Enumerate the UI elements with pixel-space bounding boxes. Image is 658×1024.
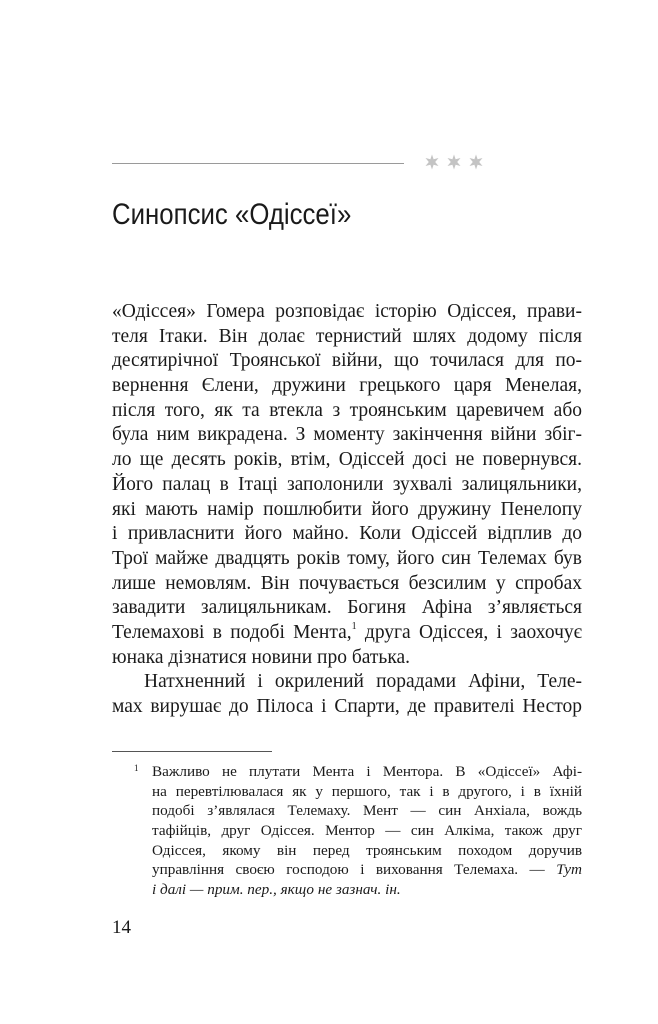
- text-line: завадити залицяльникам. Богиня Афіна з’являється: [112, 597, 582, 619]
- text-line: мах вирушає до Пілоса і Спарти, де правителі Нестор: [112, 696, 582, 717]
- footnote-body: [152, 762, 582, 900]
- text-line: юнака дізнатися новини про батька.: [112, 646, 411, 668]
- text-line: вернення Єлени, дружини грецького царя Менелая,: [112, 375, 582, 397]
- star-ornament-icon: [446, 154, 462, 170]
- footnote-line: подобі з’являлася Телемаху. Мент — син Анхіала, вождь: [152, 802, 582, 820]
- text-segment: друга Одіссея, і заохочує: [356, 621, 582, 643]
- text-line-with-footnote: [112, 621, 582, 646]
- footnote-italic: і далі — прим. пер., якщо не зазнач. ін.: [152, 881, 401, 899]
- footnote-reference: 1: [351, 621, 357, 633]
- star-ornament-group: [424, 150, 488, 174]
- footnote-line: тафійців, друг Одіссея. Ментор — син Алкіма, також друг: [152, 822, 582, 840]
- footnote-italic: Тут: [544, 861, 582, 879]
- text-line: Трої майже двадцять років тому, його син Телемах був: [112, 547, 582, 569]
- footnote-line: Одіссея, якому він перед троянським походом доручив: [152, 841, 582, 859]
- footnote-rule: [112, 751, 272, 752]
- footnote-line: Важливо не плутати Мента і Ментора. В «Одіссеї» Афі-: [152, 763, 582, 780]
- text-line: ло ще десять років, втім, Одіссей досі не повернувся.: [112, 449, 582, 471]
- text-line: була ним викрадена. З моменту закінчення війни збіг-: [112, 424, 582, 446]
- text-line: і привласнити його майно. Коли Одіссей відплив до: [112, 523, 582, 545]
- text-line: які мають намір пошлюбити його дружину Пенелопу: [112, 498, 582, 520]
- footnote-number: 1: [134, 763, 139, 773]
- text-line: Натхненний і окрилений порадами Афіни, Теле-: [144, 671, 582, 693]
- footnote-line: на перевтілювалася як у першого, так і в другого, і в їхній: [152, 782, 582, 800]
- text-line: «Одіссея» Гомера розповідає історію Одіссея, прави-: [112, 301, 582, 322]
- text-line: десятирічної Троянської війни, що точилася для по-: [112, 350, 582, 372]
- footnote-segment: управління своєю господою і виховання Телемаха. —: [152, 861, 545, 879]
- chapter-title: Синопсис «Одіссеї»: [112, 198, 352, 231]
- page-number: 14: [112, 917, 131, 938]
- star-ornament-icon: [468, 154, 484, 170]
- star-ornament-icon: [424, 154, 440, 170]
- text-line: теля Ітаки. Він долає тернистий шлях додому після: [112, 325, 582, 347]
- text-line: лише немовлям. Він почувається безсилим у спробах: [112, 572, 582, 594]
- main-text: [112, 300, 582, 720]
- footnote: [112, 762, 582, 900]
- footnote-line: [152, 880, 582, 900]
- footnote-line: [152, 860, 582, 880]
- text-segment: Телемахові в подобі Мента,: [112, 621, 352, 643]
- header-rule: [112, 163, 404, 164]
- text-line: Його палац в Ітаці заполонили зухвалі залицяльники,: [112, 473, 582, 495]
- text-line: після того, як та втекла з троянським царевичем або: [112, 399, 582, 421]
